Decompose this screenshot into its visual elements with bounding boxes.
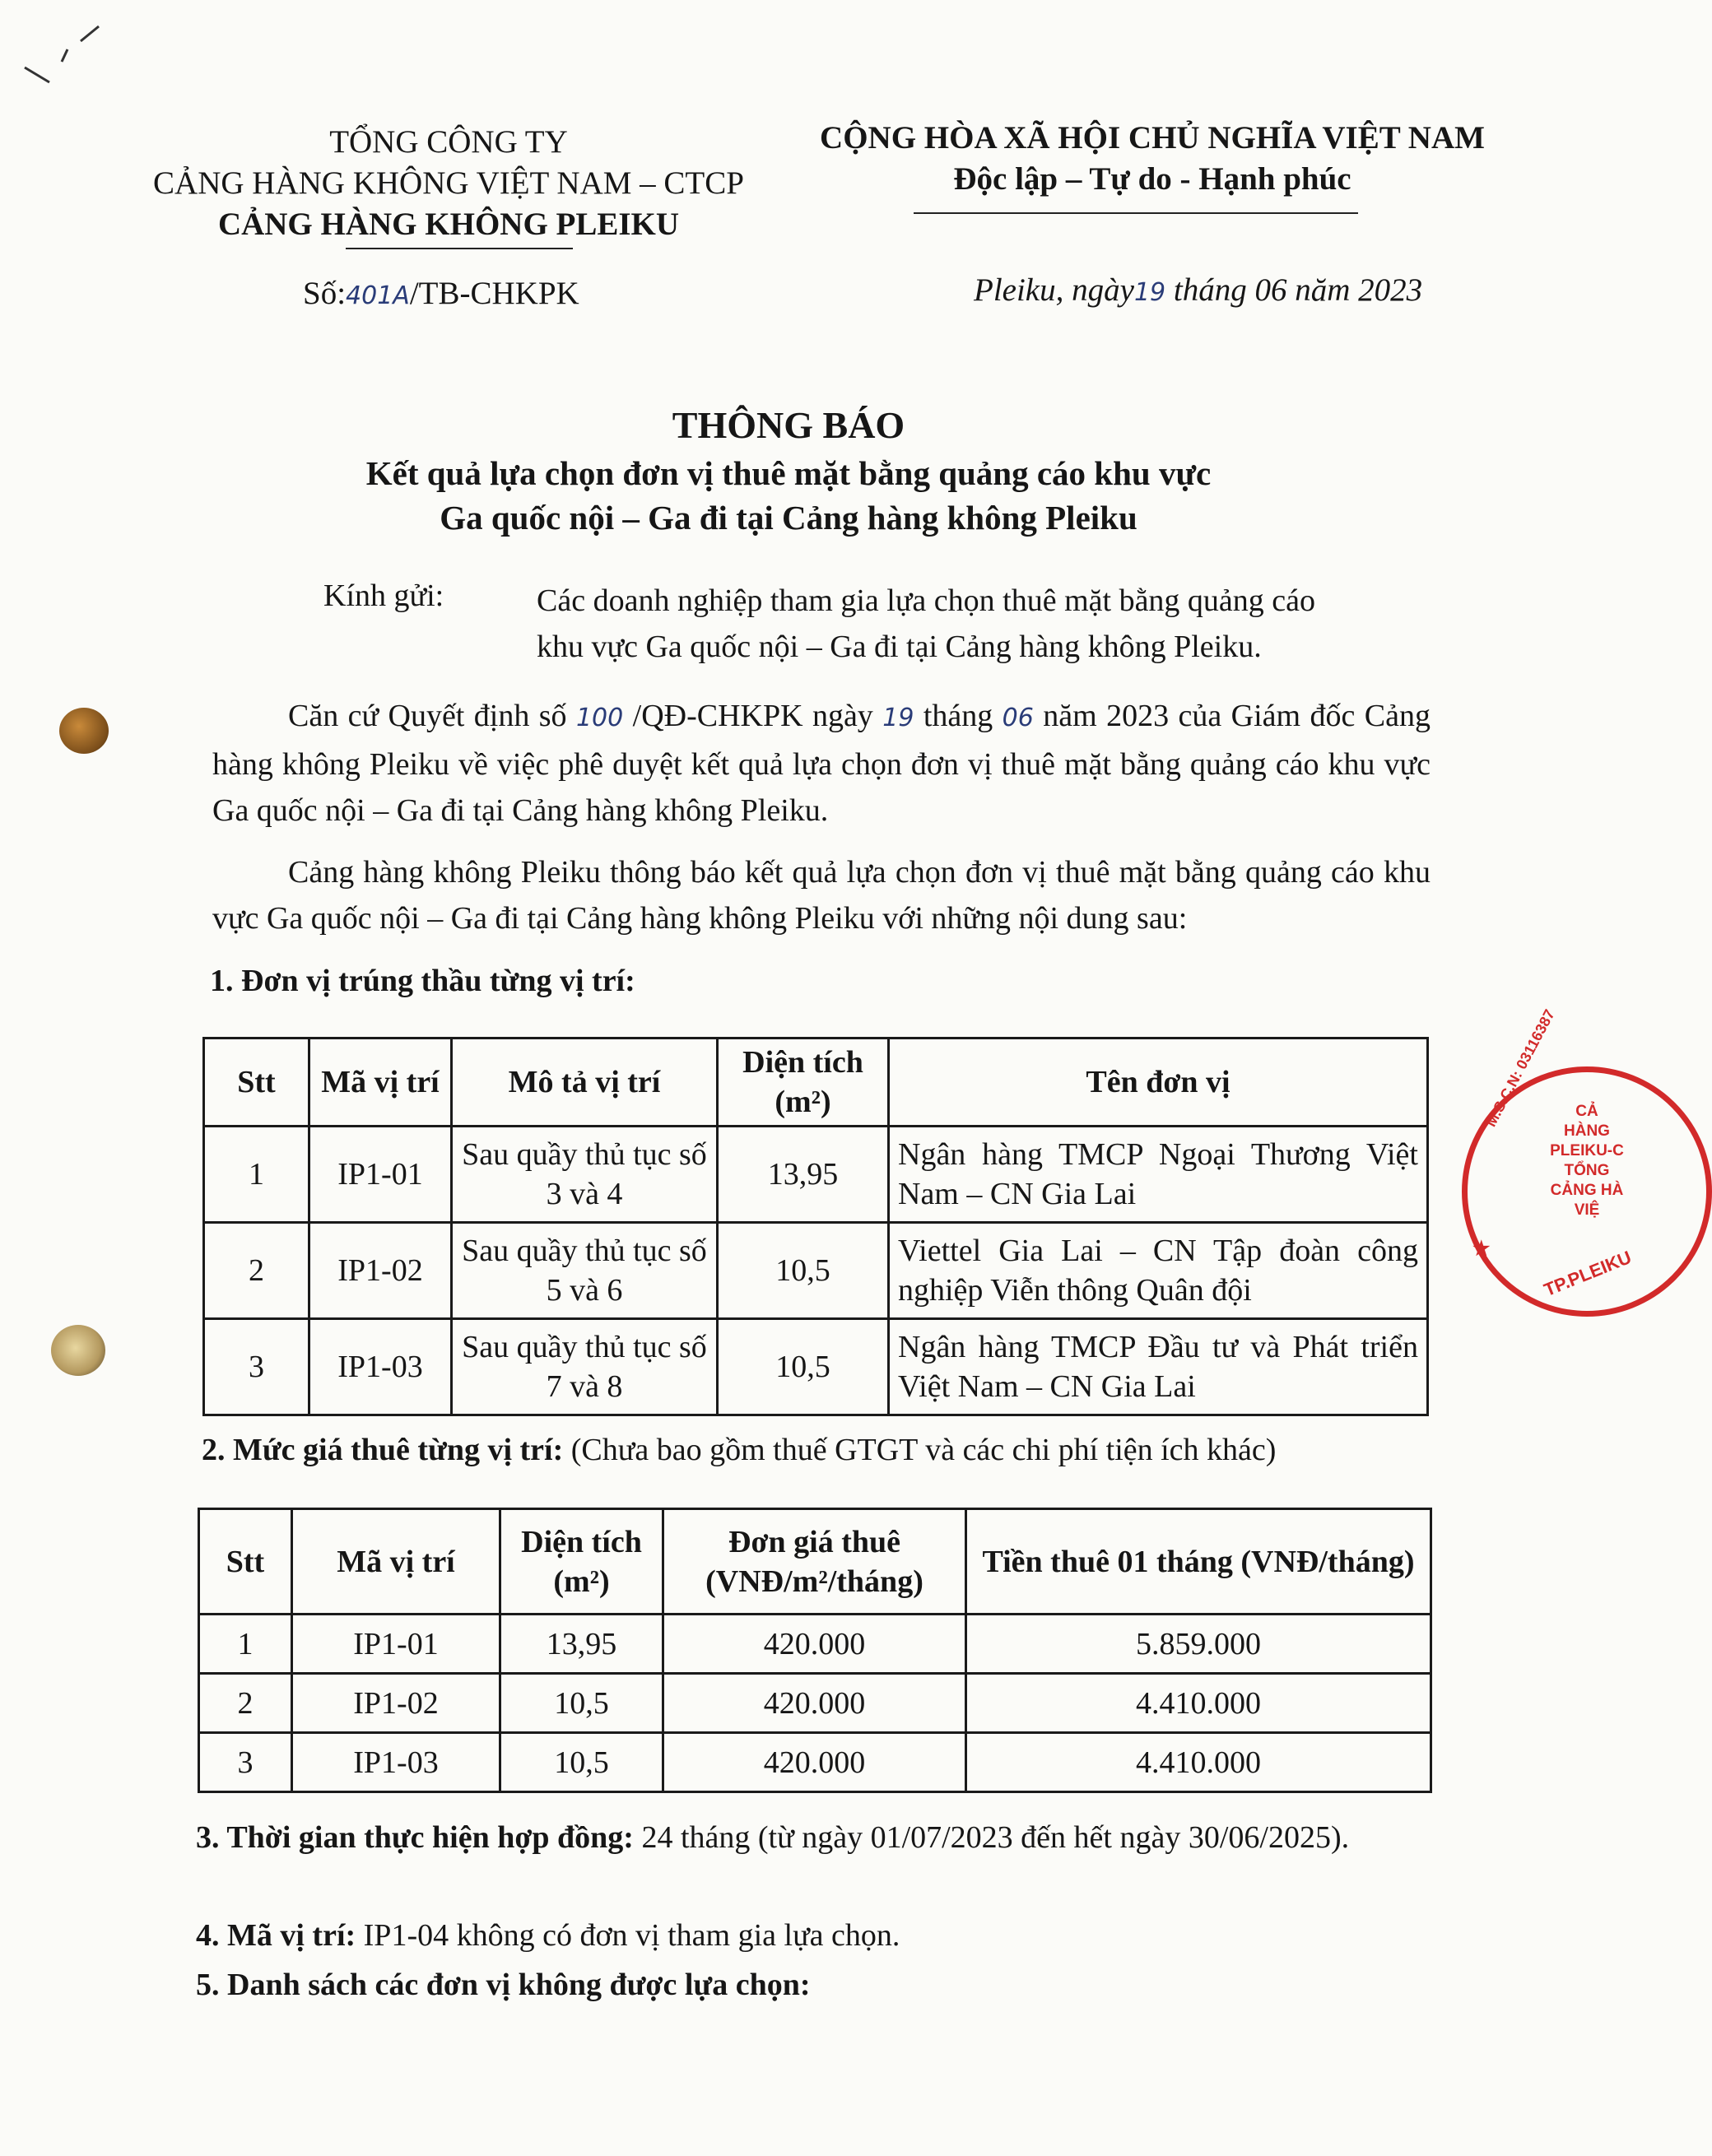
table-row [204, 1319, 1428, 1415]
country-name: CỘNG HÒA XÃ HỘI CHỦ NGHĨA VIỆT NAM [820, 120, 1485, 156]
col-header-monthly-rent: Tiền thuê 01 tháng (VNĐ/tháng) [966, 1509, 1431, 1615]
handwritten-decision-number: 100 [575, 704, 624, 732]
section2-note: (Chưa bao gồm thuế GTGT và các chi phí tiện ích khác) [563, 1433, 1277, 1467]
punch-hole [59, 708, 109, 754]
issuer-parent-line1: TỔNG CÔNG TY [329, 124, 568, 160]
winners-table [202, 1037, 1429, 1416]
table-header-row [199, 1509, 1431, 1615]
issuer-name: CẢNG HÀNG KHÔNG PLEIKU [217, 207, 680, 242]
cell-unit-name: Ngân hàng TMCP Đầu tư và Phát triển Việt Nam – CN Gia Lai [889, 1319, 1428, 1415]
table-header-row [204, 1039, 1428, 1127]
cell-stt: 2 [204, 1223, 309, 1319]
cell-location-code: IP1-03 [309, 1319, 452, 1415]
motto: Độc lập – Tự do - Hạnh phúc [953, 161, 1351, 197]
cell-location-code: IP1-01 [309, 1127, 452, 1223]
p1-part-a: Căn cứ Quyết định số [288, 699, 576, 733]
number-suffix: /TB-CHKPK [409, 276, 579, 311]
handwritten-day: 19 [1133, 278, 1166, 307]
cell-stt: 3 [204, 1319, 309, 1415]
cell-description: Sau quầy thủ tục số 3 và 4 [452, 1127, 718, 1223]
cell-area: 10,5 [500, 1733, 663, 1792]
cell-stt: 2 [199, 1674, 292, 1733]
table-row [199, 1733, 1431, 1792]
pricing-table [198, 1508, 1432, 1793]
date-suffix: tháng 06 năm 2023 [1165, 272, 1423, 308]
cell-stt: 1 [204, 1127, 309, 1223]
stamp-line: CẢ [1575, 1103, 1598, 1120]
document-title: THÔNG BÁO [672, 404, 905, 446]
cell-unit-price: 420.000 [663, 1733, 966, 1792]
col-header-unit-price: Đơn giá thuê (VNĐ/m²/tháng) [663, 1509, 966, 1615]
document-subtitle [0, 451, 1577, 540]
handwritten-decision-month: 06 [1002, 704, 1034, 732]
cell-area: 10,5 [718, 1223, 889, 1319]
cell-description: Sau quầy thủ tục số 7 và 8 [452, 1319, 718, 1415]
recipient-line1: Các doanh nghiệp tham gia lựa chọn thuê mặt bằng quảng cáo [537, 583, 1316, 618]
section4-heading: 4. Mã vị trí: [196, 1918, 356, 1953]
col-header-stt: Stt [199, 1509, 292, 1615]
stamp-tax-code: M.S.C.N: 03116387 [1482, 1006, 1558, 1130]
stamp-city: TP.PLEIKU [1541, 1246, 1635, 1301]
national-heading [790, 118, 1514, 200]
cell-location-code: IP1-02 [309, 1223, 452, 1319]
stamp-line: CẢNG HÀ [1550, 1182, 1624, 1199]
stamp-star-icon: ★ [1472, 1238, 1491, 1260]
official-stamp [1462, 1006, 1712, 1317]
motto-underline [914, 212, 1358, 214]
document-date [974, 272, 1422, 309]
stamp-line: PLEIKU-C [1550, 1142, 1624, 1159]
section2-heading: 2. Mức giá thuê từng vị trí: [202, 1433, 564, 1467]
cell-area: 13,95 [718, 1127, 889, 1223]
section1-heading: 1. Đơn vị trúng thầu từng vị trí: [210, 964, 635, 998]
col-header-area: Diện tích (m²) [500, 1509, 663, 1615]
section3 [196, 1814, 1468, 1861]
col-header-location-code: Mã vị trí [309, 1039, 452, 1127]
col-header-description: Mô tả vị trí [452, 1039, 718, 1127]
stamp-line: VIỆ [1574, 1201, 1600, 1219]
stamp-inner-text [1525, 1102, 1649, 1220]
issuer-block [140, 122, 757, 245]
cell-location-code: IP1-02 [292, 1674, 500, 1733]
cell-location-code: IP1-01 [292, 1615, 500, 1674]
cell-area: 10,5 [500, 1674, 663, 1733]
table-row [204, 1127, 1428, 1223]
paragraph-announcement: Cảng hàng không Pleiku thông báo kết quả lựa chọn đơn vị thuê mặt bằng quảng cáo khu vực Ga quốc nội – Ga đi tại Cảng hàng không Pleiku với những nội dung sau: [212, 855, 1431, 936]
section5-heading: 5. Danh sách các đơn vị không được lựa chọn: [196, 1968, 811, 2002]
cell-stt: 3 [199, 1733, 292, 1792]
section3-heading: 3. Thời gian thực hiện hợp đồng: [196, 1820, 634, 1855]
table-row [204, 1223, 1428, 1319]
stamp-line: HÀNG [1564, 1122, 1610, 1140]
col-header-stt: Stt [204, 1039, 309, 1127]
section4-text: IP1-04 không có đơn vị tham gia lựa chọn. [356, 1918, 900, 1953]
cell-area: 10,5 [718, 1319, 889, 1415]
cell-monthly-rent: 4.410.000 [966, 1674, 1431, 1733]
cell-monthly-rent: 4.410.000 [966, 1733, 1431, 1792]
recipient-label: Kính gửi: [323, 578, 444, 613]
p1-part-d: năm 2023 của Giám đốc Cảng hàng không Pleiku về việc phê duyệt kết quả lựa chọn đơn vị thuê mặt bằng quảng cáo khu vực Ga quốc nội – Ga đi tại Cảng hàng không Pleiku. [212, 699, 1431, 828]
section4 [196, 1917, 900, 1954]
table-row [199, 1615, 1431, 1674]
document-number [303, 275, 579, 312]
table-row [199, 1674, 1431, 1733]
section3-text: 24 tháng (từ ngày 01/07/2023 đến hết ngày 30/06/2025). [633, 1820, 1350, 1855]
cell-stt: 1 [199, 1615, 292, 1674]
punch-hole [51, 1325, 105, 1376]
subtitle-line2: Ga quốc nội – Ga đi tại Cảng hàng không Pleiku [440, 499, 1137, 537]
cell-location-code: IP1-03 [292, 1733, 500, 1792]
col-header-area: Diện tích (m²) [718, 1039, 889, 1127]
recipient-line2: khu vực Ga quốc nội – Ga đi tại Cảng hàng không Pleiku. [537, 630, 1262, 664]
date-prefix: Pleiku, ngày [974, 272, 1134, 308]
corner-mark [16, 16, 107, 91]
cell-monthly-rent: 5.859.000 [966, 1615, 1431, 1674]
cell-area: 13,95 [500, 1615, 663, 1674]
cell-unit-name: Ngân hàng TMCP Ngoại Thương Việt Nam – CN Gia Lai [889, 1127, 1428, 1223]
section2-heading-line [202, 1432, 1276, 1468]
cell-unit-name: Viettel Gia Lai – CN Tập đoàn công nghiệp Viễn thông Quân đội [889, 1223, 1428, 1319]
recipient-text [537, 578, 1442, 670]
cell-unit-price: 420.000 [663, 1615, 966, 1674]
issuer-underline [346, 248, 573, 249]
cell-description: Sau quầy thủ tục số 5 và 6 [452, 1223, 718, 1319]
paragraph-legal-basis [212, 693, 1431, 834]
p1-part-b: /QĐ-CHKPK ngày [623, 699, 883, 733]
p1-part-c: tháng [914, 699, 1003, 733]
col-header-location-code: Mã vị trí [292, 1509, 500, 1615]
handwritten-number: 401A [346, 281, 410, 310]
col-header-unit-name: Tên đơn vị [889, 1039, 1428, 1127]
handwritten-decision-day: 19 [882, 704, 914, 732]
stamp-line: TỔNG [1564, 1162, 1610, 1179]
issuer-parent-line2: CẢNG HÀNG KHÔNG VIỆT NAM – CTCP [153, 165, 744, 201]
number-prefix: Số: [303, 276, 347, 311]
subtitle-line1: Kết quả lựa chọn đơn vị thuê mặt bằng quảng cáo khu vực [365, 454, 1212, 492]
cell-unit-price: 420.000 [663, 1674, 966, 1733]
